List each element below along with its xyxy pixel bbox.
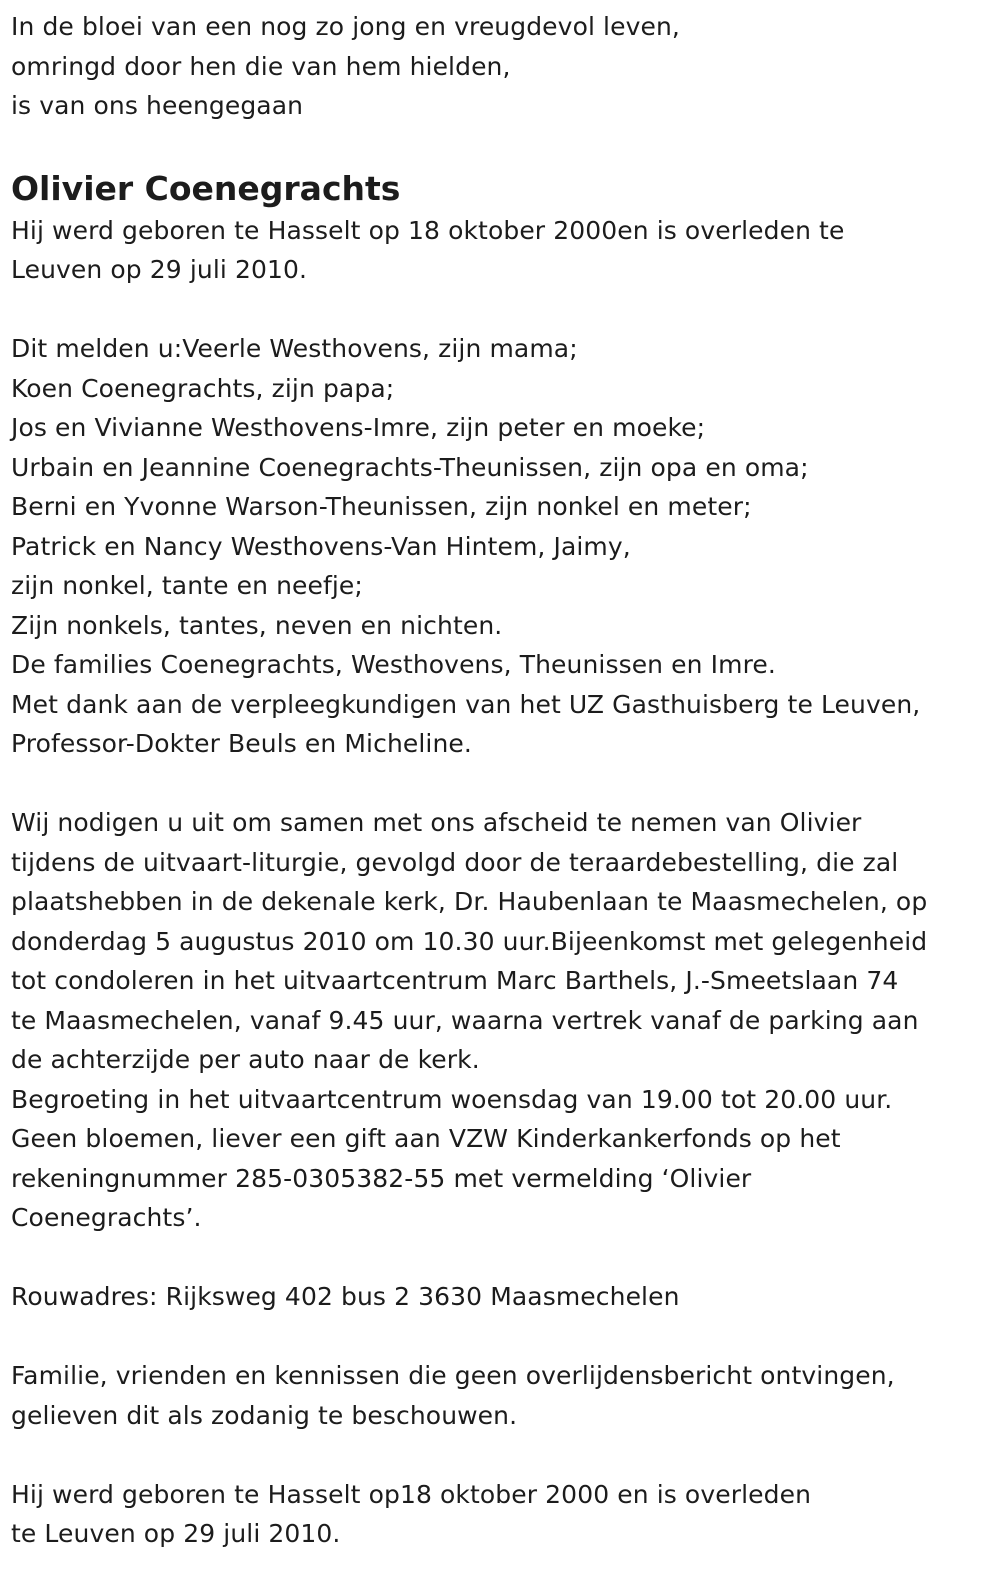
spacer [11,1435,1000,1475]
spacer [11,1317,1000,1357]
intro-text [11,7,1000,126]
family-line: De families Coenegrachts, Westhovens, Theunissen en Imre. [11,650,776,679]
notice-text [11,1356,1000,1435]
notice-line: Familie, vrienden en kennissen die geen overlijdensbericht ontvingen, [11,1361,895,1390]
spacer [11,764,1000,804]
family-line: Urbain en Jeannine Coenegrachts-Theunissen, zijn opa en oma; [11,452,809,482]
birth-line: Leuven op 29 juli 2010. [11,255,308,284]
family-line: Met dank aan de verpleegkundigen van het UZ Gasthuisberg te Leuven, [11,689,921,719]
closing-line: Hij werd geboren te Hasselt op18 oktober 2000 en is overleden [11,1479,812,1509]
family-line: Professor-Dokter Beuls en Micheline. [11,729,472,758]
intro-line: In de bloei van een nog zo jong en vreugdevol leven, [11,12,680,41]
closing-text [11,1475,1000,1554]
family-line: Jos en Vivianne Westhovens-Imre, zijn peter en moeke; [11,413,706,442]
ceremony-line: tijdens de uitvaart-liturgie, gevolgd door de teraardebestelling, die zal [11,847,899,877]
ceremony-line: rekeningnummer 285-0305382-55 met vermelding ‘Olivier [11,1163,752,1193]
family-list [11,329,1000,764]
ceremony-line: te Maasmechelen, vanaf 9.45 uur, waarna vertrek vanaf de parking aan [11,1005,919,1035]
birth-death-text [11,211,1000,290]
ceremony-line: Geen bloemen, liever een gift aan VZW Kinderkankerfonds op het [11,1124,841,1153]
notice-line: gelieven dit als zodanig te beschouwen. [11,1400,518,1430]
ceremony-line: plaatshebben in de dekenale kerk, Dr. Haubenlaan te Maasmechelen, op [11,887,928,916]
spacer [11,1238,1000,1278]
mourning-address [11,1277,1000,1317]
ceremony-text [11,803,1000,1238]
deceased-name: Olivier Coenegrachts [11,168,401,208]
family-line: Dit melden u:Veerle Westhovens, zijn mama; [11,334,578,363]
ceremony-line: Wij nodigen u uit om samen met ons afscheid te nemen van Olivier [11,808,862,837]
spacer [11,290,1000,330]
birth-line: Hij werd geboren te Hasselt op 18 oktober 2000en is overleden te [11,215,845,245]
family-line: Berni en Yvonne Warson-Theunissen, zijn nonkel en meter; [11,492,752,521]
family-line: Patrick en Nancy Westhovens-Van Hintem, Jaimy, [11,531,631,561]
family-line: Zijn nonkels, tantes, neven en nichten. [11,610,503,640]
ceremony-line: Begroeting in het uitvaartcentrum woensdag van 19.00 tot 20.00 uur. [11,1084,893,1114]
intro-line: is van ons heengegaan [11,91,304,120]
ceremony-line: donderdag 5 augustus 2010 om 10.30 uur.Bijeenkomst met gelegenheid [11,926,928,956]
intro-line: omringd door hen die van hem hielden, [11,51,511,81]
closing-line: te Leuven op 29 juli 2010. [11,1519,341,1548]
family-line: zijn nonkel, tante en neefje; [11,571,363,600]
family-line: Koen Coenegrachts, zijn papa; [11,373,395,403]
address-line: Rouwadres: Rijksweg 402 bus 2 3630 Maasmechelen [11,1282,680,1311]
ceremony-line: de achterzijde per auto naar de kerk. [11,1045,480,1074]
ceremony-line: tot condoleren in het uitvaartcentrum Marc Barthels, J.-Smeetslaan 74 [11,966,899,995]
ceremony-line: Coenegrachts’. [11,1203,202,1232]
